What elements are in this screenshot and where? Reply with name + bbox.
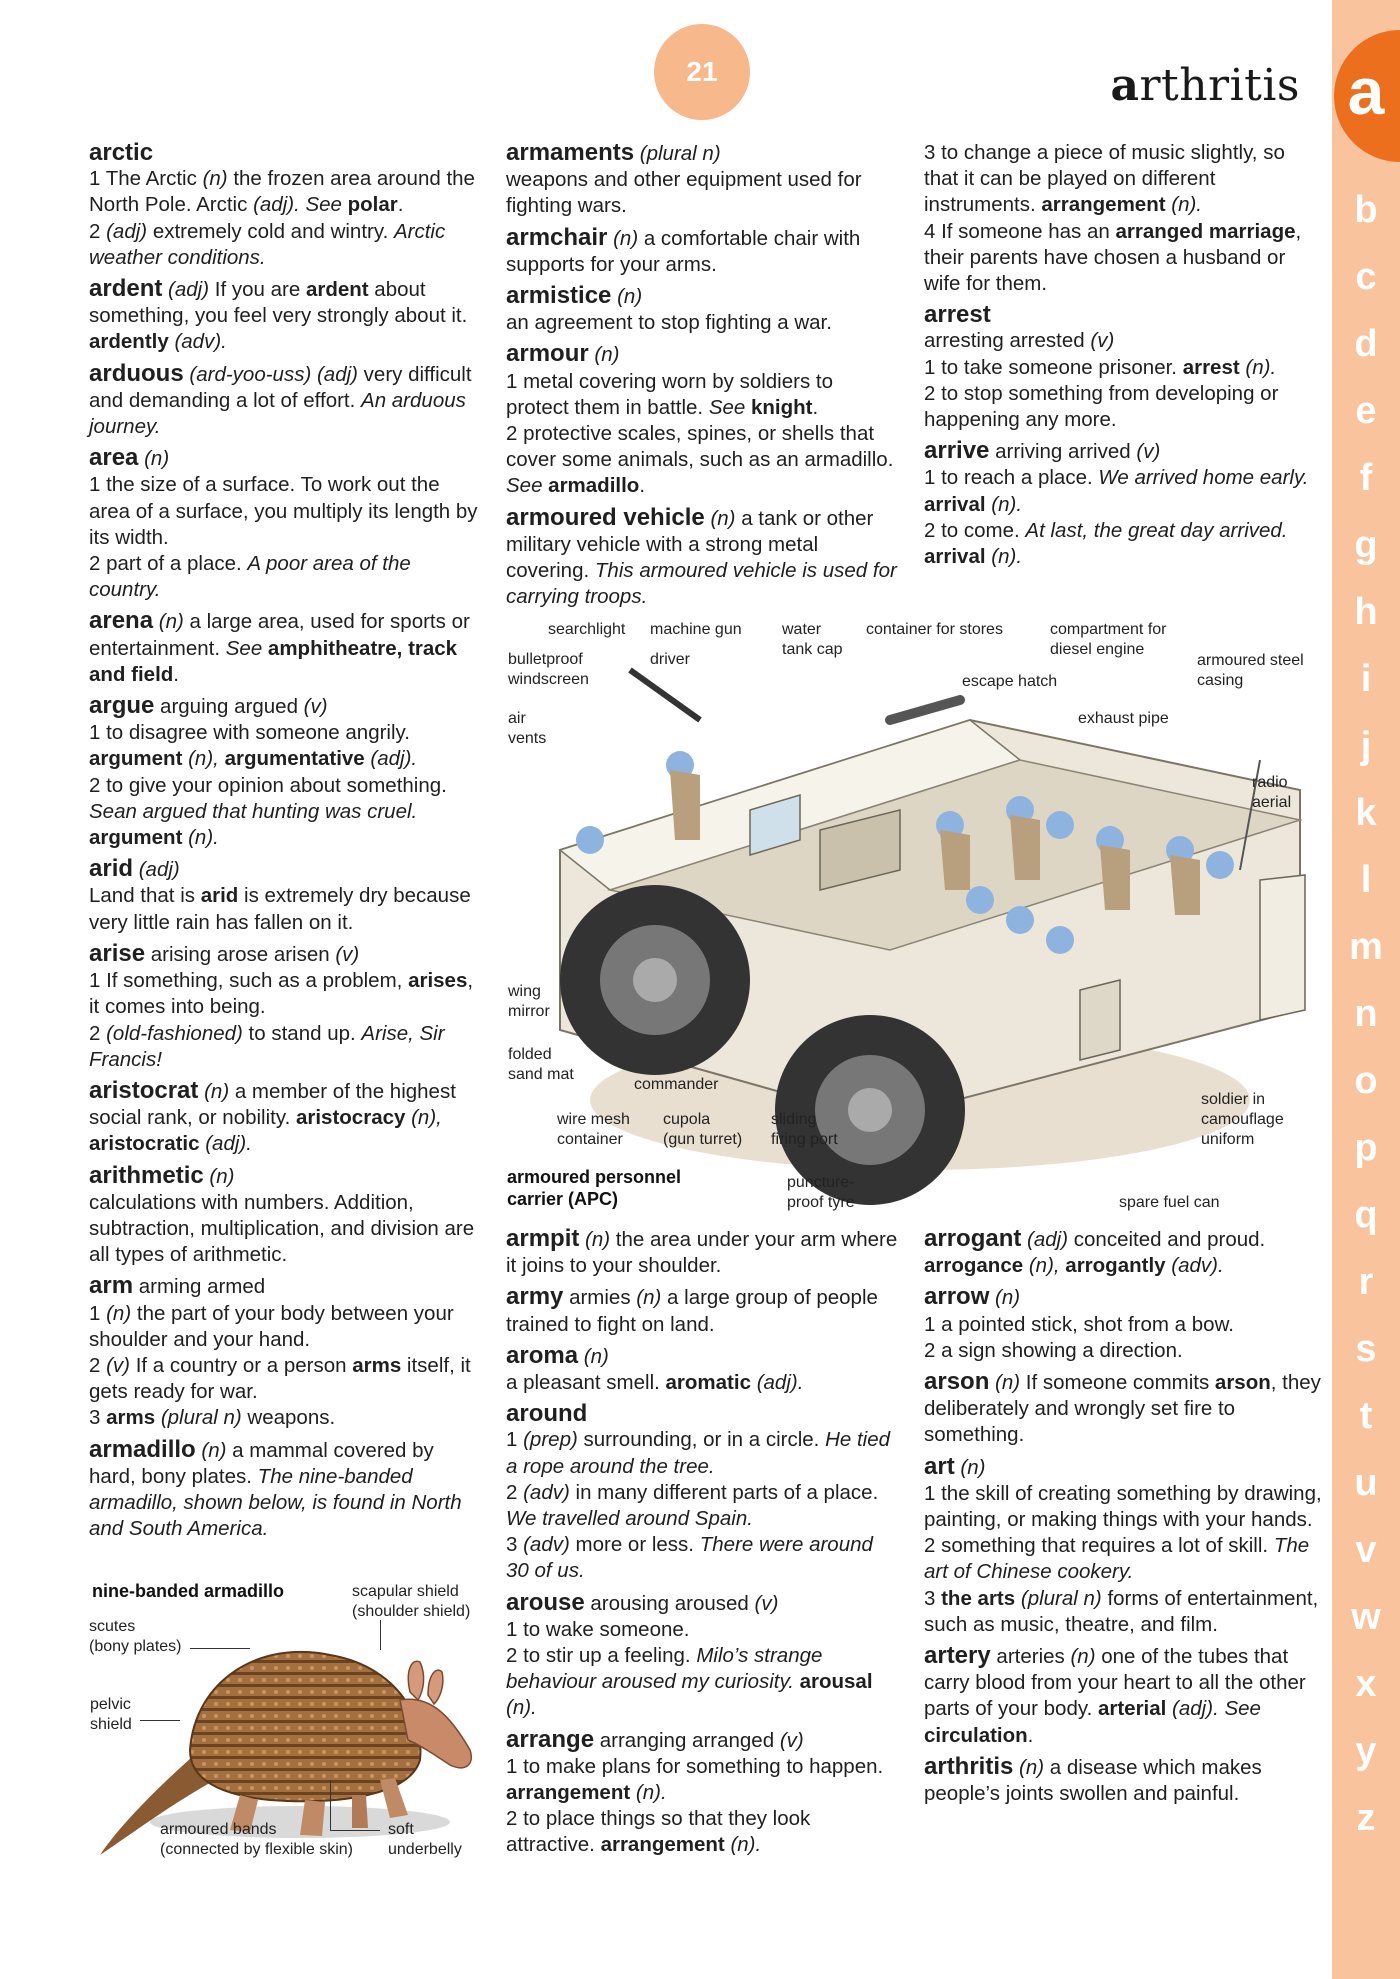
entry-arduous: arduous (ard-yoo-uss) (adj) very difficult and demanding a lot of effort. An arduous journey. — [89, 359, 472, 439]
entry-artery: artery arteries (n) one of the tubes that carry blood from your heart to all the other parts of your body. arterial (adj). See circulation. — [924, 1642, 1306, 1747]
label-pelvic-shield: pelvic shield — [90, 1696, 132, 1733]
tab-letter-a[interactable]: a — [1334, 30, 1400, 162]
entry-aristocrat: aristocrat (n) a member of the highest social rank, or nobility. aristocracy (n), aristocratic (adj). — [89, 1076, 456, 1156]
label-driver: driver — [650, 651, 691, 668]
apc-caption: armoured personnel carrier (APC) — [507, 1167, 682, 1209]
entry-arrow: arrow (n) 1 a pointed stick, shot from a bow. 2 a sign showing a direction. — [924, 1283, 1234, 1362]
tab-letter-l[interactable]: l — [1360, 859, 1372, 901]
tab-letter-n[interactable]: n — [1354, 993, 1378, 1035]
tab-letter-v[interactable]: v — [1355, 1529, 1377, 1571]
entry-area: area (n) 1 the size of a surface. To work out the area of a surface, you multiply its length by its width. 2 part of a place. A poor area of the country. — [89, 444, 478, 602]
tab-letter-f[interactable]: f — [1359, 457, 1373, 499]
column-2-bottom — [506, 1226, 901, 1864]
entry-arouse: arouse arousing aroused (v) 1 to wake someone. 2 to stir up a feeling. Milo’s strange behaviour aroused my curiosity. arousal (n). — [506, 1588, 873, 1720]
entry-arrive: arrive arriving arrived (v) 1 to reach a place. We arrived home early. arrival (n). 2 to come. At last, the great day arrived. arrival (n). — [924, 437, 1309, 569]
entry-armistice: armistice (n) an agreement to stop fighting a war. — [506, 282, 832, 335]
cross-ref-armadillo[interactable]: armadillo — [548, 474, 640, 498]
entry-arthritis: arthritis (n) a disease which makes people’s joints swollen and painful. — [924, 1752, 1262, 1806]
tab-letter-x[interactable]: x — [1355, 1663, 1377, 1705]
label-radio-aerial: radio aerial — [1252, 774, 1292, 811]
column-2-top — [506, 140, 901, 615]
tab-letter-z[interactable]: z — [1356, 1797, 1376, 1839]
armadillo-caption: nine-banded armadillo — [92, 1581, 285, 1601]
label-spare-fuel-can: spare fuel can — [1119, 1194, 1220, 1211]
tab-letter-b[interactable]: b — [1354, 189, 1378, 231]
entry-arson: arson (n) If someone commits arson, they deliberately and wrongly set fire to something. — [924, 1368, 1321, 1447]
tab-letter-h[interactable]: h — [1354, 591, 1378, 633]
entry-arid: arid (adj) Land that is arid is extremely dry because very little rain has fallen on it. — [89, 855, 471, 934]
label-bulletproof-windscreen: bulletproof windscreen — [508, 651, 589, 688]
tab-letter-r[interactable]: r — [1358, 1261, 1374, 1303]
guide-rest: rthritis — [1139, 60, 1300, 111]
label-commander: commander — [634, 1076, 719, 1093]
cross-ref-circulation[interactable]: circulation — [924, 1723, 1028, 1747]
entry-armchair: armchair (n) a comfortable chair with supports for your arms. — [506, 223, 861, 276]
label-searchlight: searchlight — [548, 621, 626, 638]
column-1 — [89, 140, 479, 1547]
cross-ref-knight[interactable]: knight — [751, 395, 813, 419]
tab-letter-t[interactable]: t — [1359, 1395, 1373, 1437]
entry-arrange: arrange arranging arranged (v) 1 to make plans for something to happen. arrangement (n). 2 to place things so that they look attractive. arrangement (n). — [506, 1725, 884, 1857]
leader-line — [380, 1620, 381, 1650]
guide-initial: a — [1110, 60, 1140, 111]
entry-arrest: arrest arresting arrested (v) 1 to take someone prisoner. arrest (n). 2 to stop something from developing or happening any more. — [924, 301, 1279, 432]
label-escape-hatch: escape hatch — [962, 673, 1058, 690]
tab-letter-i[interactable]: i — [1360, 658, 1372, 700]
entry-army: army armies (n) a large group of people trained to fight on land. — [506, 1283, 878, 1336]
label-cupola: cupola (gun turret) — [663, 1111, 743, 1148]
tab-letter-s[interactable]: s — [1355, 1328, 1377, 1370]
cross-ref-polar[interactable]: polar — [347, 193, 398, 217]
tab-letter-p[interactable]: p — [1354, 1127, 1378, 1169]
entry-armoured-vehicle: armoured vehicle (n) a tank or other military vehicle with a strong metal covering. This armoured vehicle is used for carrying troops. — [506, 503, 897, 609]
entry-armpit: armpit (n) the area under your arm where it joins to your shoulder. — [506, 1225, 898, 1278]
label-soft-underbelly: soft underbelly — [388, 1821, 462, 1858]
tab-letter-c[interactable]: c — [1355, 256, 1377, 298]
label-wire-mesh-container: wire mesh container — [557, 1111, 630, 1148]
tab-letter-o[interactable]: o — [1354, 1060, 1378, 1102]
tab-letter-g[interactable]: g — [1354, 524, 1378, 566]
tab-letter-u[interactable]: u — [1354, 1462, 1378, 1504]
page-number: 21 — [654, 24, 750, 120]
column-3-bottom — [924, 1226, 1324, 1812]
label-compartment-diesel-engine: compartment for diesel engine — [1050, 621, 1167, 658]
label-water-tank-cap: water tank cap — [782, 621, 843, 658]
entry-arena: arena (n) a large area, used for sports or entertainment. See amphitheatre, track and field. — [89, 607, 470, 686]
tab-letter-w[interactable]: w — [1351, 1596, 1381, 1638]
cross-ref-track-and-field[interactable]: track and field — [89, 636, 458, 686]
entry-aroma: aroma (n) a pleasant smell. aromatic (adj). — [506, 1341, 804, 1395]
entry-arise: arise arising arose arisen (v) 1 If something, such as a problem, arises, it comes into being. 2 (old-fashioned) to stand up. Arise, Sir Francis! — [89, 939, 474, 1071]
column-3-top — [924, 140, 1324, 575]
label-machine-gun: machine gun — [650, 621, 742, 638]
label-armoured-steel-casing: armoured steel casing — [1197, 652, 1304, 689]
entry-armadillo: armadillo (n) a mammal covered by hard, bony plates. The nine-banded armadillo, shown below, is found in North and South America. — [89, 1435, 462, 1541]
entry-armour: armour (n) 1 metal covering worn by soldiers to protect them in battle. See knight. 2 protective scales, spines, or shells that cover some animals, such as an armadillo. See armadillo. — [506, 340, 894, 498]
label-soldier-uniform: soldier in camouflage uniform — [1201, 1091, 1284, 1148]
guide-word — [1110, 60, 1300, 111]
entry-armaments: armaments (plural n) weapons and other equipment used for fighting wars. — [506, 139, 862, 218]
tab-letter-y[interactable]: y — [1355, 1730, 1377, 1772]
tab-letter-e[interactable]: e — [1355, 390, 1377, 432]
leader-line — [190, 1648, 250, 1649]
tab-letter-j[interactable]: j — [1360, 725, 1372, 767]
label-scapular-shield: scapular shield (shoulder shield) — [352, 1583, 471, 1620]
entry-argue: argue arguing argued (v) 1 to disagree with someone angrily. argument (n), argumentative (adj). 2 to give your opinion about something. Sean argued that hunting was cruel. argument (n). — [89, 692, 447, 850]
label-air-vents: air vents — [508, 710, 547, 747]
label-container-for-stores: container for stores — [866, 621, 1003, 638]
entry-ardent: ardent (adj) If you are ardent about something, you feel very strongly about it. ardently (adv). — [89, 275, 468, 354]
leader-line — [330, 1780, 331, 1830]
alphabet-letters — [1332, 190, 1400, 1865]
label-exhaust-pipe: exhaust pipe — [1078, 710, 1169, 727]
entry-arm: arm arming armed 1 (n) the part of your body between your shoulder and your hand. 2 (v) If a country or a person arms itself, it gets ready for war. 3 arms (plural n) weapons. — [89, 1272, 471, 1430]
leader-line — [140, 1720, 180, 1721]
tab-letter-d[interactable]: d — [1354, 323, 1378, 365]
entry-arctic: arctic 1 The Arctic (n) the frozen area around the North Pole. Arctic (adj). See polar. 2 (adj) extremely cold and wintry. Arctic weather conditions. — [89, 139, 475, 269]
label-folded-sand-mat: folded sand mat — [508, 1046, 574, 1083]
tab-letter-q[interactable]: q — [1354, 1194, 1378, 1236]
entry-around: around 1 (prep) surrounding, or in a circle. He tied a rope around the tree. 2 (adv) in many different parts of a place. We travelled around Spain. 3 (adv) more or less. There were around 30 of us. — [506, 1400, 891, 1583]
label-armoured-bands: armoured bands (connected by flexible skin) — [160, 1821, 353, 1858]
label-wing-mirror: wing mirror — [508, 983, 550, 1020]
leader-line — [330, 1830, 380, 1831]
entry-arrogant: arrogant (adj) conceited and proud. arrogance (n), arrogantly (adv). — [924, 1225, 1266, 1278]
entry-arrange-continued: 3 to change a piece of music slightly, so that it can be played on different instruments. arrangement (n). 4 If someone has an arranged marriage, their parents have chosen a husband or wife for them. — [924, 141, 1302, 296]
label-puncture-proof-tyre: puncture- proof tyre — [787, 1174, 855, 1211]
entry-art: art (n) 1 the skill of creating something by drawing, painting, or making things with your hands. 2 something that requires a lot of skill. The art of Chinese cookery. 3 the arts (plural n) forms of entertainment, such as music, theatre, and film. — [924, 1452, 1322, 1636]
tab-letter-k[interactable]: k — [1355, 792, 1377, 834]
label-scutes: scutes (bony plates) — [89, 1618, 182, 1655]
entry-arithmetic: arithmetic (n) calculations with numbers. Addition, subtraction, multiplication, and division are all types of arithmetic. — [89, 1161, 475, 1267]
label-sliding-firing-port: sliding firing port — [771, 1111, 838, 1148]
cross-ref-amphitheatre[interactable]: amphitheatre — [267, 636, 397, 660]
tab-letter-m[interactable]: m — [1349, 926, 1383, 968]
